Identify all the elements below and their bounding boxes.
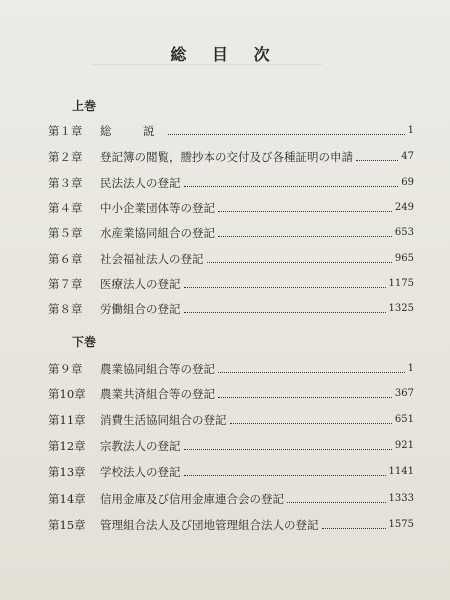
volume-heading-lower: 下巻 [72, 335, 97, 349]
page-title: 総 目 次 [170, 45, 280, 64]
toc-entry-ch1 [48, 122, 414, 140]
chapter-number: 第14章 [48, 492, 86, 506]
chapter-number: 第13章 [48, 465, 86, 479]
dot-leader [356, 159, 398, 161]
page-number: 1 [407, 363, 414, 374]
dot-leader [322, 527, 386, 529]
dot-leader [168, 133, 405, 135]
chapter-title: 労働組合の登記 [100, 302, 181, 316]
page-number: 965 [394, 253, 414, 264]
chapter-number: 第２章 [48, 150, 83, 164]
chapter-number: 第７章 [48, 277, 83, 291]
page-number: 1575 [388, 519, 414, 530]
toc-entry-ch4 [48, 199, 414, 217]
page-number: 1175 [388, 278, 414, 289]
page-number: 1325 [388, 303, 414, 314]
dot-leader [218, 396, 392, 398]
chapter-number: 第８章 [48, 302, 83, 316]
chapter-title: 医療法人の登記 [100, 277, 181, 291]
chapter-title: 中小企業団体等の登記 [100, 201, 215, 215]
toc-entry-ch13 [48, 463, 414, 481]
dot-leader [184, 286, 386, 288]
page-number: 1333 [388, 493, 414, 504]
page-number: 367 [394, 388, 414, 399]
chapter-number: 第６章 [48, 252, 83, 266]
chapter-number: 第10章 [48, 387, 86, 401]
dot-leader [184, 448, 392, 450]
dot-leader [207, 261, 392, 263]
chapter-title: 信用金庫及び信用金庫連合会の登記 [100, 492, 284, 506]
toc-entry-ch11 [48, 411, 414, 429]
dot-leader [218, 235, 392, 237]
dot-leader [184, 311, 386, 313]
chapter-title: 民法法人の登記 [100, 176, 181, 190]
chapter-title: 学校法人の登記 [100, 465, 181, 479]
dot-leader [184, 474, 386, 476]
dot-leader [218, 371, 405, 373]
chapter-number: 第12章 [48, 439, 86, 453]
page-number: 921 [394, 440, 414, 451]
dot-leader [218, 210, 392, 212]
toc-entry-ch8 [48, 300, 414, 318]
toc-entry-ch12 [48, 437, 414, 455]
page-number: 47 [401, 151, 414, 162]
chapter-title: 管理組合法人及び団地管理組合法人の登記 [100, 518, 319, 532]
toc-entry-ch7 [48, 275, 414, 293]
toc-entry-ch5 [48, 224, 414, 242]
chapter-number: 第５章 [48, 226, 83, 240]
page-number: 1 [407, 125, 414, 136]
page-number: 249 [394, 202, 414, 213]
toc-entry-ch10 [48, 385, 414, 403]
chapter-title: 総 説 [100, 124, 165, 138]
chapter-number: 第１章 [48, 124, 83, 138]
chapter-title: 消費生活協同組合の登記 [100, 413, 227, 427]
chapter-number: 第15章 [48, 518, 86, 532]
toc-entry-ch9 [48, 360, 414, 378]
chapter-number: 第11章 [48, 413, 86, 427]
chapter-title: 社会福祉法人の登記 [100, 252, 204, 266]
chapter-number: 第３章 [48, 176, 83, 190]
page-number: 651 [394, 414, 414, 425]
toc-entry-ch2 [48, 148, 414, 166]
toc-entry-ch14 [48, 490, 414, 508]
toc-entry-ch6 [48, 250, 414, 268]
dot-leader [230, 422, 392, 424]
toc-entry-ch15 [48, 516, 414, 534]
dot-leader [287, 501, 386, 503]
chapter-title: 農業協同組合等の登記 [100, 362, 215, 376]
dot-leader [184, 185, 399, 187]
chapter-title: 農業共済組合等の登記 [100, 387, 215, 401]
volume-heading-upper: 上巻 [72, 99, 97, 113]
chapter-title: 登記簿の閲覧，謄抄本の交付及び各種証明の申請 [100, 150, 353, 164]
page-number: 1141 [388, 466, 414, 477]
page-number: 69 [401, 177, 414, 188]
chapter-title: 宗教法人の登記 [100, 439, 181, 453]
chapter-number: 第４章 [48, 201, 83, 215]
chapter-number: 第９章 [48, 362, 83, 376]
toc-entry-ch3 [48, 174, 414, 192]
page-number: 653 [394, 227, 414, 238]
chapter-title: 水産業協同組合の登記 [100, 226, 215, 240]
